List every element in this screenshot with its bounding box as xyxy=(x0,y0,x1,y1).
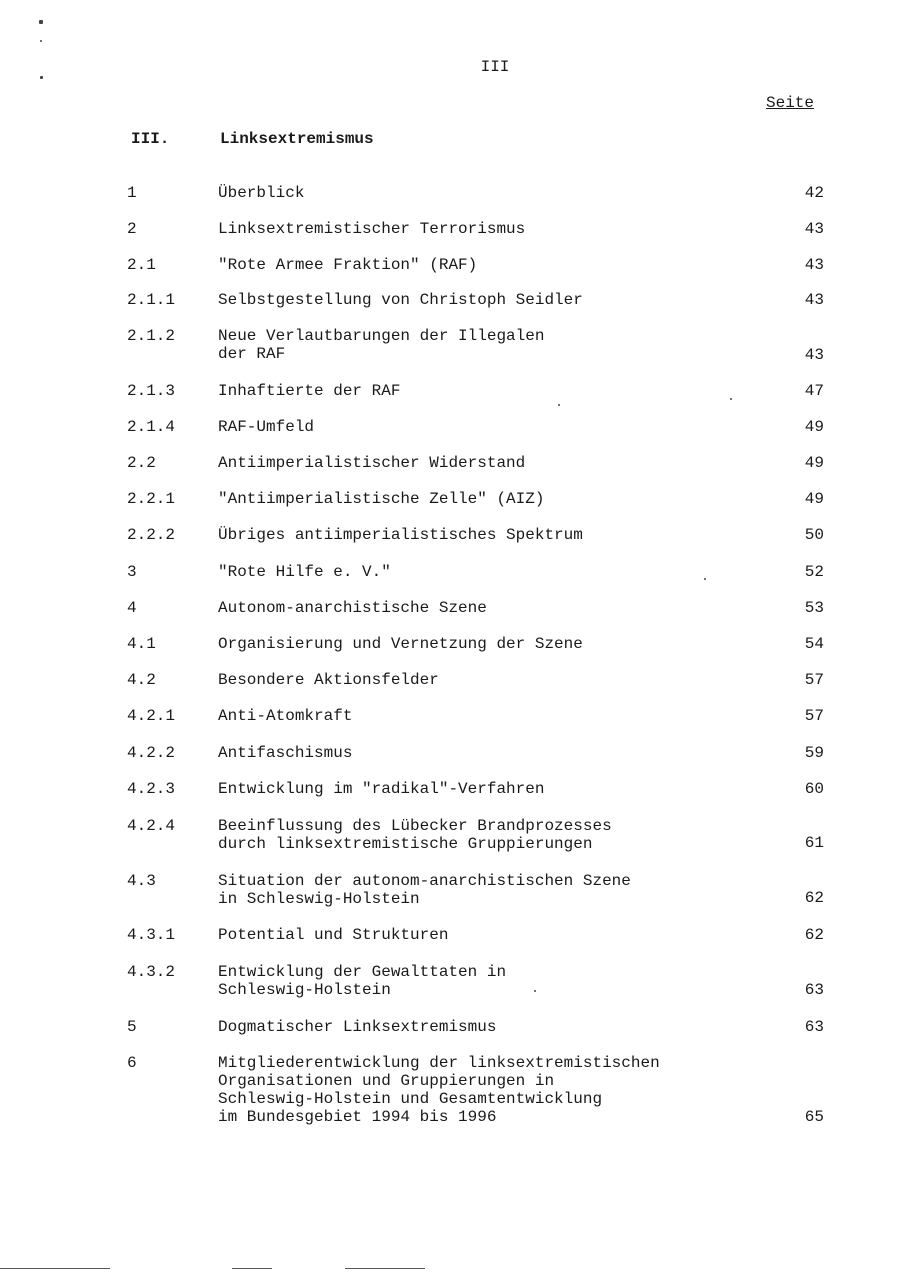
toc-entry-title: Entwicklung der Gewalttaten in Schleswig-Holstein xyxy=(218,963,507,999)
toc-entry-title: RAF-Umfeld xyxy=(218,418,315,436)
toc-entry-number: 2.1.4 xyxy=(127,418,176,436)
toc-entry-number: 4.2.4 xyxy=(127,817,176,835)
page-number-roman: III xyxy=(480,58,510,76)
toc-entry-title: Autonom-anarchistische Szene xyxy=(218,599,487,617)
toc-entry-title: Besondere Aktionsfelder xyxy=(218,671,439,689)
toc-entry-number: 4.2.1 xyxy=(127,707,176,725)
toc-entry-page: 43 xyxy=(804,346,824,364)
toc-entry-page: 43 xyxy=(804,220,824,238)
toc-entry-title: Übriges antiimperialistisches Spektrum xyxy=(218,526,583,544)
scan-speck xyxy=(730,398,732,400)
toc-entry-page: 42 xyxy=(804,184,824,202)
toc-entry-title: Selbstgestellung von Christoph Seidler xyxy=(218,291,583,309)
toc-entry-title: Beeinflussung des Lübecker Brandprozesses durch linksextremistische Gruppierungen xyxy=(218,817,612,853)
toc-entry-title: Anti-Atomkraft xyxy=(218,707,353,725)
toc-entry-page: 43 xyxy=(804,291,824,309)
scan-speck xyxy=(40,40,42,42)
scan-edge xyxy=(0,1268,110,1269)
toc-entry-number: 2.1.2 xyxy=(127,327,176,345)
toc-entry-number: 4.3.1 xyxy=(127,926,176,944)
toc-entry-title: Potential und Strukturen xyxy=(218,926,449,944)
toc-entry-page: 65 xyxy=(804,1108,824,1126)
toc-entry-title: Antiimperialistischer Widerstand xyxy=(218,454,526,472)
toc-entry-page: 57 xyxy=(804,707,824,725)
toc-entry-page: 53 xyxy=(804,599,824,617)
toc-entry-number: 2.1 xyxy=(127,256,156,274)
toc-entry-number: 6 xyxy=(127,1054,137,1072)
toc-entry-page: 43 xyxy=(804,256,824,274)
toc-entry-title: Entwicklung im "radikal"-Verfahren xyxy=(218,780,545,798)
toc-entry-page: 54 xyxy=(804,635,824,653)
toc-entry-title: Organisierung und Vernetzung der Szene xyxy=(218,635,583,653)
toc-entry-page: 62 xyxy=(804,926,824,944)
scan-speck xyxy=(39,20,43,24)
toc-entry-number: 4 xyxy=(127,599,137,617)
page-column-label: Seite xyxy=(766,94,815,112)
toc-entry-page: 60 xyxy=(804,780,824,798)
toc-entry-number: 4.2 xyxy=(127,671,156,689)
toc-entry-title: Dogmatischer Linksextremismus xyxy=(218,1018,497,1036)
scan-edge xyxy=(232,1268,272,1269)
toc-entry-title: "Antiimperialistische Zelle" (AIZ) xyxy=(218,490,545,508)
toc-entry-title: Linksextremistischer Terrorismus xyxy=(218,220,526,238)
toc-entry-number: 4.1 xyxy=(127,635,156,653)
toc-entry-page: 52 xyxy=(804,563,824,581)
toc-entry-number: 1 xyxy=(127,184,137,202)
section-title: Linksextremismus xyxy=(220,130,374,148)
scan-speck xyxy=(704,578,706,580)
scan-speck xyxy=(40,76,43,79)
toc-entry-number: 5 xyxy=(127,1018,137,1036)
scan-edge xyxy=(345,1268,425,1269)
toc-entry-page: 61 xyxy=(804,834,824,852)
section-number: III. xyxy=(131,130,170,148)
toc-entry-number: 2.1.1 xyxy=(127,291,176,309)
toc-entry-page: 50 xyxy=(804,526,824,544)
toc-entry-number: 4.2.3 xyxy=(127,780,176,798)
toc-entry-page: 49 xyxy=(804,454,824,472)
toc-entry-page: 49 xyxy=(804,418,824,436)
toc-entry-page: 47 xyxy=(804,382,824,400)
toc-entry-number: 2.2.1 xyxy=(127,490,176,508)
toc-entry-title: Inhaftierte der RAF xyxy=(218,382,401,400)
toc-entry-number: 3 xyxy=(127,563,137,581)
toc-entry-title: "Rote Hilfe e. V." xyxy=(218,563,391,581)
toc-entry-title: Antifaschismus xyxy=(218,744,353,762)
toc-entry-page: 63 xyxy=(804,981,824,999)
toc-entry-number: 2 xyxy=(127,220,137,238)
toc-entry-number: 2.2 xyxy=(127,454,156,472)
toc-entry-page: 59 xyxy=(804,744,824,762)
toc-entry-number: 2.2.2 xyxy=(127,526,176,544)
toc-entry-number: 4.2.2 xyxy=(127,744,176,762)
toc-entry-title: "Rote Armee Fraktion" (RAF) xyxy=(218,256,478,274)
toc-entry-title: Überblick xyxy=(218,184,305,202)
scan-speck xyxy=(558,404,560,406)
toc-entry-page: 49 xyxy=(804,490,824,508)
toc-entry-number: 4.3 xyxy=(127,872,156,890)
toc-entry-title: Situation der autonom-anarchistischen Szene in Schleswig-Holstein xyxy=(218,872,631,908)
toc-entry-page: 62 xyxy=(804,889,824,907)
toc-entry-title: Neue Verlautbarungen der Illegalen der RAF xyxy=(218,327,545,363)
scan-speck xyxy=(534,990,536,992)
toc-entry-title: Mitgliederentwicklung der linksextremistischen Organisationen und Gruppierungen in Schleswig-Holstein und Gesamtentwicklung im Bundesgebiet 1994 bis 1996 xyxy=(218,1054,660,1126)
toc-entry-number: 4.3.2 xyxy=(127,963,176,981)
toc-entry-page: 63 xyxy=(804,1018,824,1036)
toc-entry-page: 57 xyxy=(804,671,824,689)
toc-entry-number: 2.1.3 xyxy=(127,382,176,400)
